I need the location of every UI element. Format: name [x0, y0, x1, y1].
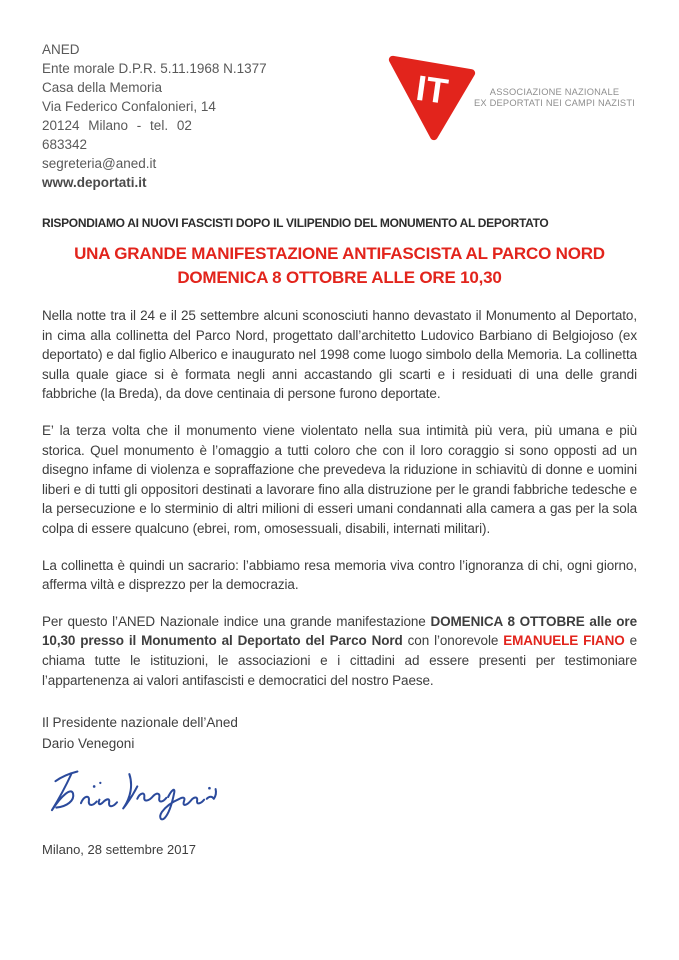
event-title	[42, 242, 637, 289]
paragraph-2: E’ la terza volta che il monumento viene violentato nella sua intimità più vera, più umana e più storica. Quel monumento è l’omaggio a tutti coloro che con il loro coraggio si sono opposti ad un disegno infame di violenza e sopraffazione che prevedeva la riduzione in schiavitù di donne e uomini liberi e di tutti gli oppositori destinati a lavorare fino alla distruzione per le grandi fabbriche tedesche e la persecuzione e lo sterminio di altri milioni di esseri umani condannati alla camera a gas per la sola colpa di essere qualcuno (ebrei, rom, omosessuali, disabili, internati militari).	[42, 422, 637, 536]
org-city-phone: 20124 Milano - tel. 02	[42, 118, 192, 133]
aned-logo	[384, 52, 635, 144]
logo-org-line2: EX DEPORTATI NEI CAMPI NAZISTI	[474, 98, 635, 108]
org-legal-line: Ente morale D.P.R. 5.11.1968 N.1377	[42, 61, 267, 76]
dateline: Milano, 28 settembre 2017	[42, 842, 196, 858]
paragraph-3: La collinetta è quindi un sacrario: l’abbiamo resa memoria viva contro l’ignoranza di chi, ogni giorno, afferma viltà e disprezzo per la democrazia.	[42, 557, 637, 593]
signature-role: Il Presidente nazionale dell’Aned	[42, 715, 238, 731]
paragraph-1: Nella notte tra il 24 e il 25 settembre alcuni sconosciuti hanno devastato il Monumento al Deportato, in cima alla collinetta del Parco Nord, progettato dall’architetto Ludovico Barbiano di Belgiojoso (ex deportato) e dal figlio Alberico e inaugurato nel 1998 come luogo simbolo della Memoria. La collinetta sulla quale giace si è formata negli anni accastando gli scarti e i residuati di una delle grandi fabbriche (la Breda), da dove centinaia di persone furono deportate.	[42, 308, 637, 402]
paragraph-4: Per questo l’ANED Nazionale indice una grande manifestazione DOMENICA 8 OTTOBRE alle ore 10,30 presso il Monumento al Deportato del Parco Nord con l’onorevole EMANUELE FIANO e chiama tutte le istituzioni, le associazioni e i cittadini ad essere presenti per testimoniare l’appartenenza ai valori antifascisti e democratici del nostro Paese.	[42, 613, 637, 688]
org-phone-continued: 683342	[42, 137, 88, 152]
red-triangle-icon	[384, 52, 480, 144]
org-email: segreteria@aned.it	[42, 156, 157, 171]
event-title-line1: UNA GRANDE MANIFESTAZIONE ANTIFASCISTA AL PARCO NORD	[74, 244, 605, 263]
kicker-headline: RISPONDIAMO AI NUOVI FASCISTI DOPO IL VILIPENDIO DEL MONUMENTO AL DEPORTATO	[42, 216, 549, 230]
handwritten-signature-icon	[44, 762, 220, 832]
org-website: www.deportati.it	[42, 175, 147, 190]
logo-org-name	[474, 87, 635, 110]
letterhead	[42, 40, 637, 192]
org-street: Via Federico Confalonieri, 14	[42, 99, 216, 114]
org-name: ANED	[42, 42, 80, 57]
sender-address-block	[42, 40, 267, 192]
logo-monogram: IT	[413, 67, 451, 112]
signatory-name: Dario Venegoni	[42, 736, 135, 752]
org-building: Casa della Memoria	[42, 80, 163, 95]
logo-org-line1: ASSOCIAZIONE NAZIONALE	[489, 86, 620, 97]
event-title-line2: DOMENICA 8 OTTOBRE ALLE ORE 10,30	[177, 267, 502, 287]
